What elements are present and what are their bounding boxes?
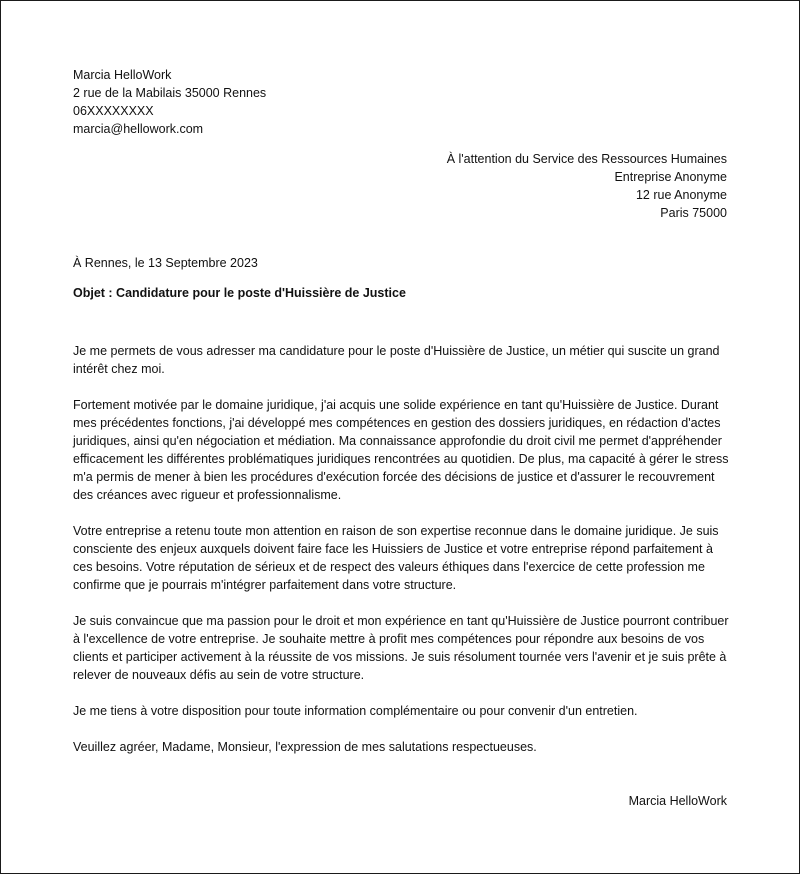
letter-subject: Objet : Candidature pour le poste d'Huissière de Justice	[73, 286, 406, 300]
body-paragraph-availability: Je me tiens à votre disposition pour toute information complémentaire ou pour convenir d'un entretien.	[73, 704, 638, 718]
sender-phone: 06XXXXXXXX	[73, 104, 154, 118]
letter-date: À Rennes, le 13 Septembre 2023	[73, 256, 258, 270]
recipient-street: 12 rue Anonyme	[635, 188, 727, 202]
body-paragraph-intro: Je me permets de vous adresser ma candidature pour le poste d'Huissière de Justice, un métier qui suscite un grand intérêt chez moi.	[73, 344, 720, 376]
sender-email: marcia@hellowork.com	[73, 122, 204, 136]
body-paragraph-motivation: Je suis convaincue que ma passion pour le droit et mon expérience en tant qu'Huissière de Justice pourront contribuer à l'excellence de votre entreprise. Je souhaite mettre à profit mes compétences pour répondre aux besoins de vos clients et participer activement à la réussite de vos missions. Je suis résolument tournée vers l'avenir et je suis prête à relever de nouveaux défis au sein de votre structure.	[73, 614, 729, 682]
sender-name: Marcia HelloWork	[73, 68, 172, 82]
signature: Marcia HelloWork	[628, 794, 727, 808]
recipient-company: Entreprise Anonyme	[614, 170, 727, 184]
recipient-block	[447, 150, 727, 222]
sender-address: 2 rue de la Mabilais 35000 Rennes	[73, 86, 267, 100]
sender-block	[73, 66, 266, 138]
body-paragraph-company: Votre entreprise a retenu toute mon attention en raison de son expertise reconnue dans le domaine juridique. Je suis consciente des enjeux auxquels doivent faire face les Huissiers de Justice et votre entreprise répond parfaitement à ces besoins. Votre réputation de sérieux et de respect des valeurs éthiques dans l'exercice de cette profession me confirme que je pourrais m'intégrer parfaitement dans votre structure.	[73, 524, 719, 592]
body-paragraph-experience: Fortement motivée par le domaine juridique, j'ai acquis une solide expérience en tant qu'Huissière de Justice. Durant mes précédentes fonctions, j'ai développé mes compétences en gestion des dossiers juridiques, en rédaction d'actes juridiques, ainsi qu'en négociation et médiation. Ma connaissance approfondie du droit civil me permet d'appréhender efficacement les différentes problématiques juridiques rencontrées au quotidien. De plus, ma capacité à gérer le stress m'a permis de mener à bien les procédures d'exécution forcée des décisions de justice et d'assurer le recouvrement des créances avec rigueur et professionnalisme.	[73, 398, 729, 502]
letter-body	[73, 342, 733, 774]
body-paragraph-closing: Veuillez agréer, Madame, Monsieur, l'expression de mes salutations respectueuses.	[73, 740, 537, 754]
recipient-city: Paris 75000	[660, 206, 727, 220]
recipient-attention: À l'attention du Service des Ressources Humaines	[446, 152, 727, 166]
